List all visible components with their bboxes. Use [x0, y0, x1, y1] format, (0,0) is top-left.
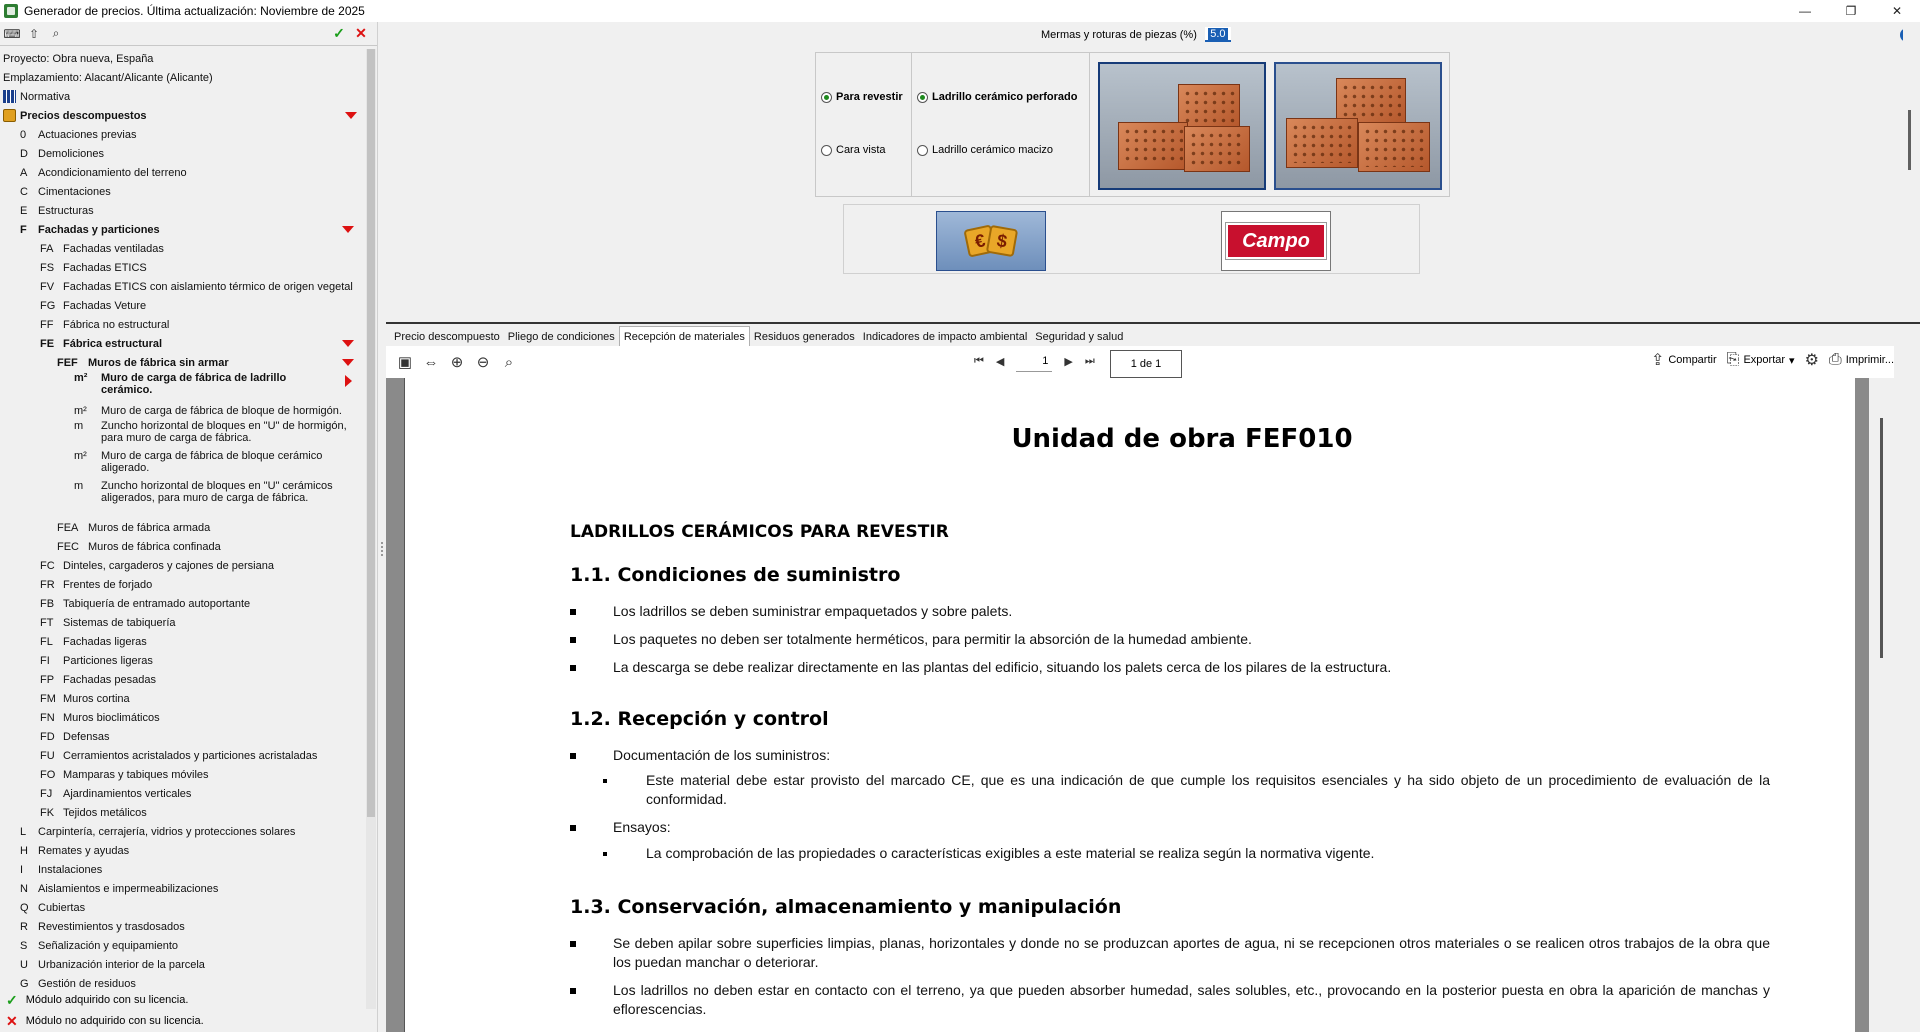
options-scrollbar-thumb[interactable]	[1908, 110, 1911, 170]
tree-item[interactable]	[40, 746, 366, 765]
tree-item-code: C	[20, 185, 28, 198]
tree-item[interactable]	[40, 708, 366, 727]
expanded-marker-icon	[342, 226, 354, 233]
zoom-icon[interactable]: ⌕	[504, 353, 514, 371]
tree-item-code: FR	[40, 578, 55, 591]
tree-item-code: S	[20, 939, 28, 952]
list-item: Ensayos:	[570, 818, 1770, 837]
tree-item-label: Instalaciones	[38, 863, 103, 876]
fit-page-icon[interactable]: ▣	[397, 354, 413, 371]
tree-item-code: FT	[40, 616, 54, 629]
up-level-icon[interactable]: ⇧	[28, 26, 40, 41]
dollar-tag-icon: $	[986, 225, 1018, 257]
brick-image-perforated-1[interactable]	[1098, 62, 1266, 190]
tree-item-code: U	[20, 958, 28, 971]
heading-1-1: 1.1. Condiciones de suministro	[570, 564, 901, 586]
check-icon: ✓	[6, 991, 18, 1008]
tree-item[interactable]	[57, 353, 366, 372]
tree-item[interactable]	[40, 277, 366, 296]
tree-item-code: FK	[40, 806, 55, 819]
tree-item-label: Muros de fábrica armada	[88, 521, 211, 534]
tree-item-label	[101, 420, 347, 444]
tree-item-code: m	[74, 480, 84, 492]
tree-item-precios[interactable]: Precios descompuestos	[3, 106, 366, 125]
tree-item[interactable]	[40, 613, 366, 632]
tree-item-label: Demoliciones	[38, 147, 105, 160]
legend-acquired: ✓ Módulo adquirido con su licencia.	[6, 991, 189, 1008]
tree-item[interactable]	[40, 803, 366, 822]
tree-item-code: FO	[40, 768, 56, 781]
tree-item-code: FEF	[57, 356, 78, 369]
chapter-tree	[0, 49, 366, 1009]
tree-item-label: Fachadas ETICS	[63, 261, 147, 274]
tree-item-code: FA	[40, 242, 54, 255]
location-label: Emplazamiento: Alacant/Alicante (Alicante)	[3, 71, 213, 84]
tree-item-label: Estructuras	[38, 204, 94, 217]
tree-item[interactable]	[20, 201, 366, 220]
zoom-out-icon[interactable]: ⊖	[476, 354, 490, 371]
tree-item-code: I	[20, 863, 24, 876]
tree-item-label: Fachadas ETICS con aislamiento térmico de origen vegetal	[63, 280, 353, 293]
tree-scrollbar-thumb[interactable]	[367, 49, 375, 817]
tree-item[interactable]	[20, 879, 366, 898]
project-label: Proyecto: Obra nueva, España	[3, 52, 154, 65]
tree-item[interactable]	[20, 182, 366, 201]
tree-item-label: Dinteles, cargaderos y cajones de persiana	[63, 559, 274, 572]
brick-shape	[1118, 122, 1188, 170]
tree-item-code: FL	[40, 635, 53, 648]
tree-item-label: Defensas	[63, 730, 110, 743]
tree-item-label: Muros cortina	[63, 692, 130, 705]
page-count: 1 de 1	[1110, 350, 1182, 378]
tree-scrollbar[interactable]	[366, 49, 376, 1009]
tree-item-label: Cimentaciones	[38, 185, 111, 198]
tree-item[interactable]	[20, 220, 366, 239]
tree-item-code: A	[20, 166, 28, 179]
tree-item[interactable]	[20, 822, 366, 841]
mermas-label: Mermas y roturas de piezas (%)	[1041, 28, 1197, 41]
settings-button[interactable]	[1805, 350, 1819, 370]
outer-scrollbar[interactable]	[1894, 346, 1920, 1032]
tree-item-code: R	[20, 920, 28, 933]
tree-item-label: Frentes de forjado	[63, 578, 153, 591]
tree-item[interactable]	[40, 727, 366, 746]
tree-item-label	[101, 450, 322, 474]
tree-item-label: Tabiquería de entramado autoportante	[63, 597, 251, 610]
tree-item-label: Cubiertas	[38, 901, 86, 914]
tree-item[interactable]	[20, 936, 366, 955]
tree-item-label: Particiones ligeras	[63, 654, 153, 667]
tree-item-code: Q	[20, 901, 29, 914]
share-icon: ⇪	[1650, 352, 1665, 369]
tree-item-label: Fachadas ventiladas	[63, 242, 164, 255]
tree-item-code: 0	[20, 128, 27, 141]
tree-item-label: Gestión de residuos	[38, 977, 136, 990]
mermas-input[interactable]: 5.0	[1205, 27, 1231, 42]
tab-3[interactable]: Residuos generados	[753, 331, 855, 343]
fit-width-icon[interactable]: ⇔	[423, 353, 439, 371]
zoom-in-icon[interactable]: ⊕	[450, 354, 464, 371]
tree-item-label: Cerramientos acristalados y particiones acristaladas	[63, 749, 318, 762]
tree-item-code: FB	[40, 597, 55, 610]
tree-item[interactable]	[74, 450, 366, 478]
tree-item-label-line2: cerámico.	[101, 384, 153, 396]
tree-item-label: Fábrica no estructural	[63, 318, 170, 331]
tree-item[interactable]	[57, 537, 366, 556]
tab-1[interactable]: Pliego de condiciones	[507, 331, 615, 343]
tree-item-label: Remates y ayudas	[38, 844, 130, 857]
tab-bar	[386, 322, 1920, 346]
keyboard-icon[interactable]: ⌨	[3, 26, 21, 41]
options-scrollbar[interactable]	[1903, 22, 1920, 322]
brick-shape	[1286, 118, 1358, 168]
tree-item-label-line1: Muro de carga de fábrica de ladrillo	[101, 372, 287, 384]
tree-item-code: m	[74, 420, 84, 432]
tree-item-label: Fachadas y particiones	[38, 223, 160, 236]
cross-icon: ✕	[6, 1012, 18, 1029]
tree-item-code: H	[20, 844, 28, 857]
splitter-grip	[381, 542, 383, 556]
tab-0[interactable]: Precio descompuesto	[394, 331, 500, 343]
tree-item-code: N	[20, 882, 28, 895]
tree-item[interactable]	[20, 917, 366, 936]
gear-icon: ⚙	[1804, 352, 1819, 369]
tree-item[interactable]	[74, 401, 366, 420]
tree-item-label: Muros de fábrica confinada	[88, 540, 221, 553]
left-toolbar	[0, 22, 377, 46]
viewer-toolbar	[386, 346, 1894, 378]
document-scrollbar[interactable]	[1869, 378, 1894, 1032]
tree-item[interactable]	[40, 651, 366, 670]
tree-item-label: Urbanización interior de la parcela	[38, 958, 205, 971]
page-navigation	[974, 350, 1095, 372]
campo-logo: Campo	[1226, 223, 1326, 259]
tree-item-label-line1: Zuncho horizontal de bloques en "U" de hormigón,	[101, 420, 347, 432]
generic-price-button[interactable]	[936, 211, 1046, 271]
maximize-button[interactable]: ❐	[1845, 4, 1857, 18]
tree-item-code: FEA	[57, 521, 79, 534]
last-page-icon[interactable]: ⏭	[1084, 354, 1095, 367]
tree-item[interactable]	[40, 296, 366, 315]
tree-item-label-line2: aligerado.	[101, 462, 150, 474]
radio-cara-vista[interactable]: Cara vista	[821, 144, 886, 156]
list-item: Los ladrillos se deben suministrar empaquetados y sobre palets.	[570, 602, 1770, 621]
brick-shape	[1184, 126, 1250, 172]
export-button[interactable]: ⎘ Exportar ▾	[1726, 351, 1795, 368]
document-viewport	[386, 378, 1894, 1032]
radio-perforado[interactable]: Ladrillo cerámico perforado	[917, 91, 1077, 103]
tree-item[interactable]	[20, 163, 366, 182]
app-icon	[4, 4, 18, 18]
sub-list-item: Este material debe estar provisto del marcado CE, que es una indicación de que cumple los requisitos esenciales y ha sido objeto de un procedimiento de evaluación de la conformidad.	[570, 771, 1770, 809]
tree-item-code: m²	[74, 404, 87, 417]
manufacturer-box	[843, 204, 1420, 274]
tree-item-label: Muro de carga de fábrica de bloque de hormigón.	[101, 404, 342, 417]
tree-item-label: Revestimientos y trasdosados	[38, 920, 185, 933]
tab-5[interactable]: Seguridad y salud	[1035, 331, 1124, 343]
radio-icon	[821, 92, 832, 103]
tree-item-label: Aislamientos e impermeabilizaciones	[38, 882, 219, 895]
tree-item-label: Actuaciones previas	[38, 128, 137, 141]
radio-macizo[interactable]: Ladrillo cerámico macizo	[917, 144, 1053, 156]
tree-item-code: FV	[40, 280, 55, 293]
tree-item[interactable]	[40, 575, 366, 594]
tree-item-code: FU	[40, 749, 55, 762]
tree-item[interactable]	[20, 860, 366, 879]
document-title: Unidad de obra FEF010	[1011, 424, 1353, 454]
tree-item[interactable]	[40, 556, 366, 575]
tree-item[interactable]	[40, 689, 366, 708]
tree-item-label-line1: Muro de carga de fábrica de bloque cerámico	[101, 450, 323, 462]
cancel-icon[interactable]: ✕	[355, 25, 367, 41]
folder-icon	[3, 109, 16, 122]
left-panel	[0, 22, 377, 1032]
radio-icon	[821, 145, 832, 156]
tree-item-code: FG	[40, 299, 56, 312]
tree-item[interactable]	[40, 784, 366, 803]
tree-item-code: FD	[40, 730, 55, 743]
first-page-icon[interactable]: ⏮	[974, 354, 984, 367]
sub-list-item: La comprobación de las propiedades o características exigibles a este material se realiza según la normativa vigente.	[570, 844, 1770, 863]
tree-item[interactable]	[20, 144, 366, 163]
tree-item-label	[101, 480, 333, 504]
tree-item-code: D	[20, 147, 28, 160]
tree-item[interactable]	[74, 480, 366, 508]
tree-item-code: E	[20, 204, 28, 217]
tree-item-code: FP	[40, 673, 55, 686]
tree-item-label-line2: aligerados, para muro de carga de fábrica.	[101, 492, 309, 504]
options-area	[386, 22, 1920, 322]
tree-item-label: Tejidos metálicos	[63, 806, 147, 819]
accept-icon[interactable]: ✓	[333, 25, 345, 41]
expanded-marker-icon	[345, 112, 357, 119]
list-item: Se deben apilar sobre superficies limpias, planas, horizontales y donde no se produzcan aportes de agua, ni se recepcionen otros materiales o se realicen otros trabajos de la obra que los puedan manchar o deteriorar.	[570, 934, 1770, 972]
tree-item[interactable]	[20, 955, 366, 974]
tree-item-label-line2: para muro de carga de fábrica.	[101, 432, 252, 444]
legend-not-acquired: ✕ Módulo no adquirido con su licencia.	[6, 1012, 204, 1029]
heading-1-2: 1.2. Recepción y control	[570, 708, 829, 730]
tree-item-label: Muros de fábrica sin armar	[88, 356, 229, 369]
tree-item-code: FEC	[57, 540, 79, 553]
radio-icon	[917, 92, 928, 103]
tree-item[interactable]	[74, 420, 366, 448]
tree-item-code: FF	[40, 318, 54, 331]
tree-item-code: L	[20, 825, 27, 838]
brick-options-box	[815, 52, 1450, 197]
window-title: Generador de precios. Última actualización: Noviembre de 2025	[24, 4, 365, 18]
tree-item-code: m²	[74, 450, 87, 462]
expanded-marker-icon	[342, 359, 354, 366]
tree-item[interactable]	[40, 239, 366, 258]
tree-item-label: Fachadas Veture	[63, 299, 147, 312]
tab-4[interactable]: Indicadores de impacto ambiental	[862, 331, 1028, 343]
tree-item-label: Fachadas ligeras	[63, 635, 147, 648]
tree-item-label: Señalización y equipamiento	[38, 939, 179, 952]
tree-item-code: G	[20, 977, 29, 990]
campo-manufacturer-button[interactable]	[1221, 211, 1331, 271]
panel-splitter[interactable]	[377, 22, 386, 1032]
euro-tag-icon: €	[963, 224, 996, 257]
page-number-input[interactable]	[1016, 350, 1052, 372]
tree-item-label: Acondicionamiento del terreno	[38, 166, 187, 179]
tree-item-label: Sistemas de tabiquería	[63, 616, 176, 629]
export-icon: ⎘	[1726, 351, 1740, 368]
binoculars-icon[interactable]: ⌕	[52, 26, 60, 40]
tree-item-code: FC	[40, 559, 55, 572]
radio-para-revestir[interactable]: Para revestir	[821, 91, 903, 103]
tree-item-label: Fábrica estructural	[63, 337, 163, 350]
tree-item-label	[101, 372, 286, 396]
title-bar	[0, 0, 1920, 22]
tree-item-label: Mamparas y tabiques móviles	[63, 768, 209, 781]
tree-item-label-line1: Zuncho horizontal de bloques en "U" cerámicos	[101, 480, 333, 492]
tree-item[interactable]	[40, 765, 366, 784]
tree-item-label: Muros bioclimáticos	[63, 711, 160, 724]
heading-1-3: 1.3. Conservación, almacenamiento y manipulación	[570, 896, 1122, 918]
tree-item-label: Fachadas pesadas	[63, 673, 156, 686]
document-scrollbar-thumb[interactable]	[1880, 418, 1883, 658]
printer-icon: ⎙	[1828, 351, 1842, 368]
tree-item[interactable]	[40, 258, 366, 277]
list-item: Los ladrillos no deben estar en contacto con el terreno, ya que pueden absorber humedad, sales solubles, etc., provocando en la posterior puesta en obra la aparición de manchas y eflorescencias.	[570, 981, 1770, 1019]
tree-item-code: FI	[40, 654, 50, 667]
tree-item[interactable]	[40, 670, 366, 689]
tree-item-code: FN	[40, 711, 55, 724]
tree-item-code: m²	[74, 372, 88, 384]
share-button[interactable]: ⇪ Compartir	[1650, 352, 1717, 369]
tree-item[interactable]	[57, 518, 366, 537]
tree-item-normativa[interactable]: Normativa	[3, 87, 366, 106]
tree-item-code: FS	[40, 261, 55, 274]
tree-item-code: FM	[40, 692, 56, 705]
chevron-down-icon: ▾	[1789, 354, 1795, 367]
tree-item[interactable]	[20, 125, 366, 144]
tree-item-code: FE	[40, 337, 55, 350]
radio-icon	[917, 145, 928, 156]
list-item: Los paquetes no deben ser totalmente herméticos, para permitir la absorción de la humedad ambiente.	[570, 630, 1770, 649]
document-page	[404, 378, 1855, 1032]
tree-item[interactable]	[20, 898, 366, 917]
brick-image-perforated-2[interactable]	[1274, 62, 1442, 190]
tree-item[interactable]	[40, 632, 366, 651]
selected-marker-icon	[345, 375, 352, 387]
minimize-button[interactable]: —	[1799, 4, 1811, 18]
tree-item-code: F	[20, 223, 27, 236]
mermas-row	[1041, 27, 1231, 42]
tree-item[interactable]	[40, 334, 366, 353]
list-item: Documentación de los suministros:	[570, 746, 1770, 765]
next-page-icon[interactable]: ▶	[1064, 355, 1073, 368]
grid-icon	[3, 90, 16, 103]
section-heading: LADRILLOS CERÁMICOS PARA REVESTIR	[570, 522, 949, 542]
tree-item-code: FJ	[40, 787, 53, 800]
tree-item[interactable]	[20, 841, 366, 860]
print-button[interactable]: ⎙ Imprimir...	[1828, 351, 1894, 368]
tree-item[interactable]	[40, 315, 366, 334]
close-button[interactable]: ✕	[1891, 4, 1903, 18]
prev-page-icon[interactable]: ◀	[995, 355, 1005, 368]
expanded-marker-icon	[342, 340, 354, 347]
tree-item[interactable]	[74, 372, 366, 400]
brick-shape	[1358, 122, 1430, 172]
tab-2[interactable]: Recepción de materiales	[619, 326, 750, 346]
tree-item[interactable]	[40, 594, 366, 613]
tree-item-label: Carpintería, cerrajería, vidrios y protecciones solares	[38, 825, 296, 838]
list-item: La descarga se debe realizar directamente en las plantas del edificio, situando los palets cerca de los pilares de la estructura.	[570, 658, 1770, 677]
tree-item-label: Ajardinamientos verticales	[63, 787, 192, 800]
